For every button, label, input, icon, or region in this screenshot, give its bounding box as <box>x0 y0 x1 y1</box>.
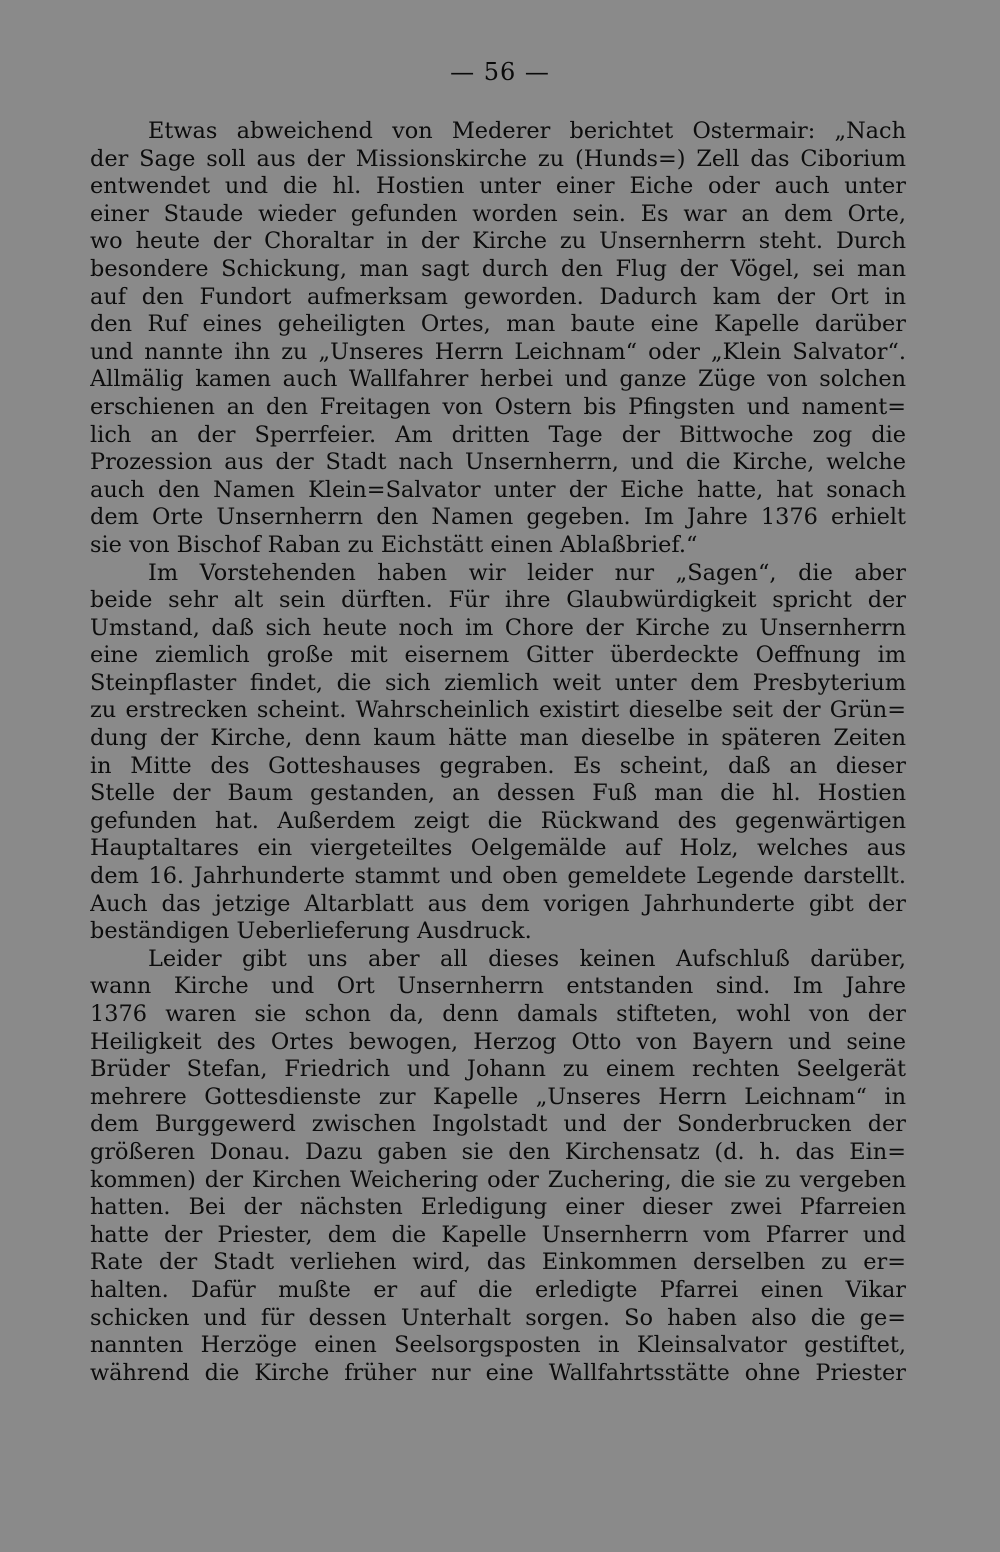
text-line: dem 16. Jahrhunderte stammt und oben gemeldete Legende darstellt. <box>90 863 906 890</box>
text-line: den Ruf eines geheiligten Ortes, man baute eine Kapelle darüber <box>90 311 906 338</box>
paragraph-1 <box>90 118 906 560</box>
text-line: beständigen Ueberlieferung Ausdruck. <box>90 918 532 945</box>
text-line: dem Orte Unsernherrn den Namen gegeben. Im Jahre 1376 erhielt <box>90 504 906 531</box>
text-line: Brüder Stefan, Friedrich und Johann zu einem rechten Seelgerät <box>90 1056 906 1083</box>
text-line: während die Kirche früher nur eine Wallfahrtsstätte ohne Priester <box>90 1359 906 1386</box>
text-line: einer Staude wieder gefunden worden sein. Es war an dem Orte, <box>90 200 906 227</box>
text-line: Prozession aus der Stadt nach Unsernherrn, und die Kirche, welche <box>90 449 906 476</box>
paragraph-2 <box>90 560 906 946</box>
text-line: Etwas abweichend von Mederer berichtet Ostermair: „Nach <box>148 118 906 144</box>
text-line: größeren Donau. Dazu gaben sie den Kirchensatz (d. h. das Ein= <box>90 1138 906 1165</box>
body-text <box>90 118 906 1387</box>
text-line: Rate der Stadt verliehen wird, das Einkommen derselben zu er= <box>90 1249 906 1276</box>
text-line: nannten Herzöge einen Seelsorgsposten in Kleinsalvator gestiftet, <box>90 1332 906 1359</box>
text-line: halten. Dafür mußte er auf die erledigte Pfarrei einen Vikar <box>90 1276 906 1303</box>
text-line: entwendet und die hl. Hostien unter einer Eiche oder auch unter <box>90 173 906 200</box>
text-line: lich an der Sperrfeier. Am dritten Tage der Bittwoche zog die <box>90 421 906 448</box>
text-line: Stelle der Baum gestanden, an dessen Fuß man die hl. Hostien <box>90 780 906 807</box>
text-line: der Sage soll aus der Missionskirche zu (Hunds=) Zell das Ciborium <box>90 145 906 172</box>
text-line: wann Kirche und Ort Unsernherrn entstanden sind. Im Jahre <box>90 973 906 1000</box>
text-line: Leider gibt uns aber all dieses keinen Aufschluß darüber, <box>148 945 906 972</box>
text-line: Hauptaltares ein viergeteiltes Oelgemälde auf Holz, welches aus <box>90 835 906 862</box>
text-line: schicken und für dessen Unterhalt sorgen. So haben also die ge= <box>90 1304 906 1331</box>
text-line: sie von Bischof Raban zu Eichstätt einen Ablaßbrief.“ <box>90 531 698 558</box>
text-line: Allmälig kamen auch Wallfahrer herbei und ganze Züge von solchen <box>90 366 906 393</box>
text-line: hatte der Priester, dem die Kapelle Unsernherrn vom Pfarrer und <box>90 1221 906 1248</box>
text-line: kommen) der Kirchen Weichering oder Zuchering, die sie zu vergeben <box>90 1166 906 1193</box>
text-line: mehrere Gottesdienste zur Kapelle „Unseres Herrn Leichnam“ in <box>90 1083 906 1110</box>
page-number: — 56 — <box>450 58 550 86</box>
text-line: hatten. Bei der nächsten Erledigung einer dieser zwei Pfarreien <box>90 1194 906 1221</box>
text-line: auf den Fundort aufmerksam geworden. Dadurch kam der Ort in <box>90 283 906 310</box>
text-line: Umstand, daß sich heute noch im Chore der Kirche zu Unsernherrn <box>90 614 906 641</box>
text-line: Steinpflaster findet, die sich ziemlich weit unter dem Presbyterium <box>90 669 906 696</box>
text-line: zu erstrecken scheint. Wahrscheinlich existirt dieselbe seit der Grün= <box>90 697 906 724</box>
text-line: und nannte ihn zu „Unseres Herrn Leichnam“ oder „Klein Salvator“. <box>90 338 906 365</box>
text-line: gefunden hat. Außerdem zeigt die Rückwand des gegenwärtigen <box>90 807 906 834</box>
text-line: dung der Kirche, denn kaum hätte man dieselbe in späteren Zeiten <box>90 725 906 752</box>
text-line: auch den Namen Klein=Salvator unter der Eiche hatte, hat sonach <box>90 476 906 503</box>
text-line: 1376 waren sie schon da, denn damals stifteten, wohl von der <box>90 1001 906 1027</box>
paragraph-3 <box>90 946 906 1388</box>
text-line: erschienen an den Freitagen von Ostern bis Pfingsten und nament= <box>90 393 906 420</box>
text-line: eine ziemlich große mit eisernem Gitter überdeckte Oeffnung im <box>90 642 906 669</box>
text-line: Auch das jetzige Altarblatt aus dem vorigen Jahrhunderte gibt der <box>90 890 906 917</box>
text-line: dem Burggewerd zwischen Ingolstadt und der Sonderbrucken der <box>90 1111 906 1138</box>
text-line: Heiligkeit des Ortes bewogen, Herzog Otto von Bayern und seine <box>90 1028 906 1055</box>
text-line: wo heute der Choraltar in der Kirche zu Unsernherrn steht. Durch <box>90 228 906 255</box>
text-line: beide sehr alt sein dürften. Für ihre Glaubwürdigkeit spricht der <box>90 587 906 614</box>
text-line: Im Vorstehenden haben wir leider nur „Sagen“, die aber <box>148 559 906 586</box>
text-line: besondere Schickung, man sagt durch den Flug der Vögel, sei man <box>90 255 906 282</box>
text-line: in Mitte des Gotteshauses gegraben. Es scheint, daß an dieser <box>90 752 906 779</box>
